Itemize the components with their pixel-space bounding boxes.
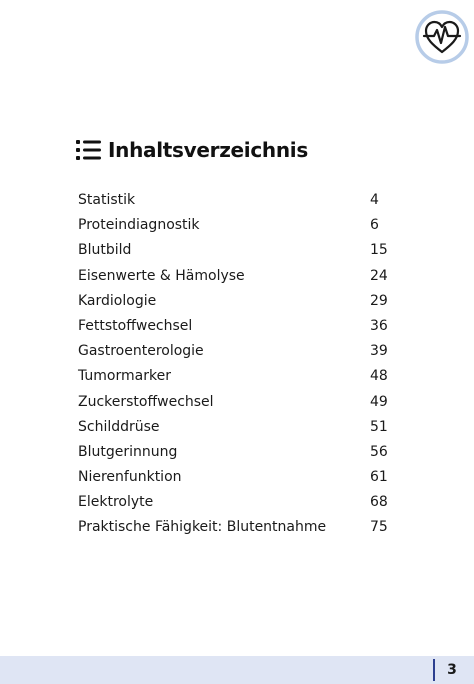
toc-entry-label: Proteindiagnostik bbox=[78, 217, 200, 234]
toc-entry-label: Schilddrüse bbox=[78, 418, 160, 435]
toc-entry-label: Fettstoffwechsel bbox=[78, 317, 193, 334]
toc-entry[interactable] bbox=[78, 188, 388, 213]
toc-entry[interactable] bbox=[78, 238, 388, 263]
toc-entry-page: 56 bbox=[370, 443, 388, 460]
toc-entry[interactable] bbox=[78, 364, 388, 389]
toc-entry-page: 6 bbox=[370, 217, 379, 234]
toc-entry-label: Praktische Fähigkeit: Blutentnahme bbox=[78, 519, 327, 536]
heart-pulse-logo bbox=[415, 10, 469, 64]
toc-entry-page: 61 bbox=[370, 469, 388, 486]
page-number: 3 bbox=[447, 662, 457, 678]
toc-entry-page: 4 bbox=[370, 192, 379, 208]
footer-divider bbox=[433, 659, 435, 681]
toc-entry-page: 36 bbox=[370, 317, 388, 334]
toc-list bbox=[78, 188, 388, 541]
toc-entry[interactable] bbox=[78, 515, 388, 540]
toc-entry-page: 29 bbox=[370, 292, 388, 309]
toc-entry-page: 48 bbox=[370, 368, 388, 385]
toc-entry[interactable] bbox=[78, 465, 388, 490]
page-title: Inhaltsverzeichnis bbox=[108, 138, 308, 162]
toc-entry-label: Gastroenterologie bbox=[78, 343, 204, 360]
toc-entry-label: Tumormarker bbox=[78, 368, 171, 385]
toc-entry-label: Elektrolyte bbox=[78, 494, 154, 511]
toc-entry-page: 68 bbox=[370, 494, 388, 511]
heart-pulse-icon bbox=[415, 10, 469, 64]
list-icon bbox=[76, 139, 102, 161]
toc-entry-label: Blutgerinnung bbox=[78, 443, 178, 460]
toc-entry[interactable] bbox=[78, 264, 388, 289]
toc-entry[interactable] bbox=[78, 213, 388, 238]
toc-entry[interactable] bbox=[78, 339, 388, 364]
toc-entry-label: Zuckerstoffwechsel bbox=[78, 393, 214, 410]
toc-header bbox=[76, 134, 308, 166]
toc-entry-page: 49 bbox=[370, 393, 388, 410]
toc-entry-label: Nierenfunktion bbox=[78, 469, 182, 486]
toc-entry-page: 39 bbox=[370, 343, 388, 360]
toc-entry-page: 51 bbox=[370, 418, 388, 435]
toc-entry-page: 24 bbox=[370, 267, 388, 284]
toc-entry-label: Eisenwerte & Hämolyse bbox=[78, 267, 245, 284]
toc-entry-page: 75 bbox=[370, 519, 388, 536]
toc-entry-label: Blutbild bbox=[78, 242, 132, 259]
toc-entry[interactable] bbox=[78, 314, 388, 339]
toc-entry-label: Statistik bbox=[78, 192, 136, 208]
toc-entry[interactable] bbox=[78, 289, 388, 314]
toc-entry[interactable] bbox=[78, 440, 388, 465]
toc-entry-page: 15 bbox=[370, 242, 388, 259]
toc-entry[interactable] bbox=[78, 390, 388, 415]
toc-entry[interactable] bbox=[78, 415, 388, 440]
page-footer bbox=[0, 656, 474, 684]
toc-entry[interactable] bbox=[78, 490, 388, 515]
toc-entry-label: Kardiologie bbox=[78, 292, 157, 309]
